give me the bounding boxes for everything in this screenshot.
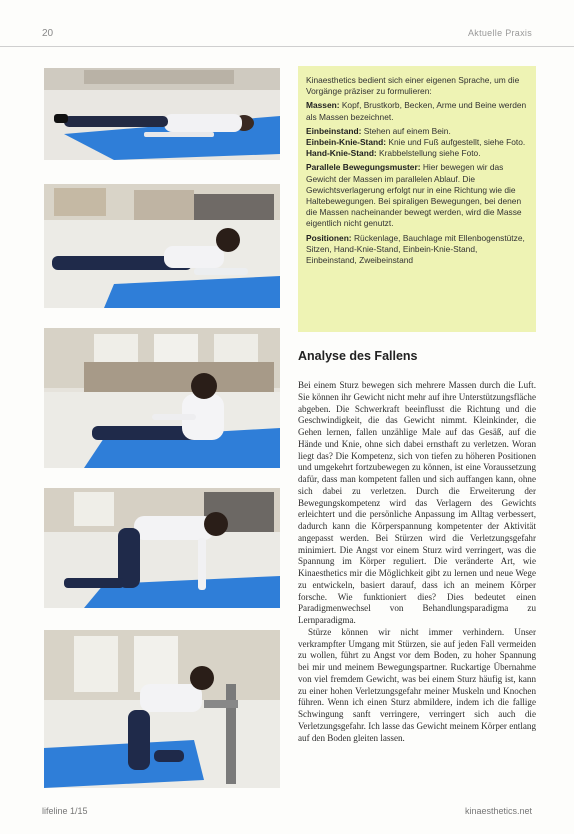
infobox-entry: Einbeinstand: Stehen auf einem Bein. — [306, 125, 451, 136]
article-paragraph: Bei einem Sturz bewegen sich mehrere Massen durch die Luft. Sie können ihr Gewicht nicht mehr auf ihre Unterstützungsfläche abgeben. Die Schwerkraft beeinflusst die Richtung und die Geschwindigkeit, die das Gewicht nimmt. Kleinkinder, die Gehen lernen, fallen unzählige Male auf das Gesäß, auf die Hände und Knie, ohne sich dabei ernsthaft zu verletzen. Woran liegt das? Die Kompetenz, sich von tiefen zu höheren Positionen und umgekehrt fortzubewegen zu können, ist eine Voraussetzung dafür, dass man kompetent fallen und sich auffangen kann, ohne sich dabei zu verletzen. Durch die Erweiterung der Bewegungskompetenz wird das Verlagern des Gewichts erleichtert und die persönliche Anpassung im Alltag verbessert, dadurch kann die Körperspannung kompetenter der Aktivität angepasst werden. Bei Stürzen wird die Verletzungsgefahr minimiert. Die Angst vor einem Sturz wird verringert, was die Spannung im Körper reguliert. Die veränderte Art, wie Kinaesthetics mir die Möglichkeit gibt zu lernen und neue Wege zu entwickeln, basiert darauf, dass ich an meinem Körper forsche. Wie funktioniert dies? Dies bedeutet einen Paradigmenwechsel von Behandlungsparadigma zu Lernparadigma. — [298, 380, 536, 625]
page-header — [0, 0, 574, 47]
infobox-entry: Hand-Knie-Stand: Krabbelstellung siehe Foto. — [306, 148, 481, 159]
photo-sitzen — [44, 328, 280, 468]
article-body — [298, 380, 536, 744]
info-box-terminology — [298, 66, 536, 332]
article-paragraph: Stürze können wir nicht immer verhindern. Unser verkrampfter Umgang mit Stürzen, sie auf jeden Fall vermeiden zu wollen, führt zu Angst vor dem Boden, zu hoher Spannung bei mir und meinem Bewegungspartner. Ruckartige Übernahme von viel fremdem Gewicht, was bei einem Sturz häufig ist, kann zu einer hohen Verletzungsgefahr meiner Muskeln und Knochen führen. Wenn ich einen Sturz abmildere, indem ich die fallige Schwingung sanft verringere, verringert sich auch die Verletzungsgefahr. Ich lasse das Gewicht meinem Körper entlang auf den Boden gleiten lassen. — [298, 626, 536, 743]
photo-rueckenlage — [44, 68, 280, 160]
footer-website: kinaesthetics.net — [464, 806, 532, 816]
infobox-entry: Positionen: Rückenlage, Bauchlage mit Ellenbogenstütze, Sitzen, Hand-Knie-Stand, Einbein-Knie-Stand, Einbeinstand, Zweibeinstand — [306, 232, 525, 266]
photo-hand-knie-stand — [44, 488, 280, 608]
infobox-entry: Parallele Bewegungsmuster: Hier bewegen wir das Gewicht der Massen im parallelen Ablauf. Die Gewichtsverlagerung erfolgt nur in eine Richtung wie die Haltebewegungen. Bei spiraligen Bewegungen, bei denen die Massen nacheinander bewegt werden, wird die Masse eigentlich nicht genutzt. — [306, 162, 522, 229]
photo-einbein-knie-stand — [44, 630, 280, 788]
page-number: 20 — [42, 28, 54, 39]
photo-bauchlage — [44, 184, 280, 308]
section-heading: Analyse des Fallens — [298, 349, 418, 363]
infobox-entry: Einbein-Knie-Stand: Knie und Fuß aufgestellt, siehe Foto. — [306, 137, 526, 148]
running-head: Aktuelle Praxis — [467, 28, 532, 38]
infobox-intro: Kinaesthetics bedient sich einer eigenen Sprache, um die Vorgänge präziser zu formulieren: — [306, 75, 520, 97]
infobox-entry: Massen: Kopf, Brustkorb, Becken, Arme und Beine werden als Massen bezeichnet. — [306, 100, 527, 122]
footer-issue: lifeline 1/15 — [42, 806, 88, 816]
